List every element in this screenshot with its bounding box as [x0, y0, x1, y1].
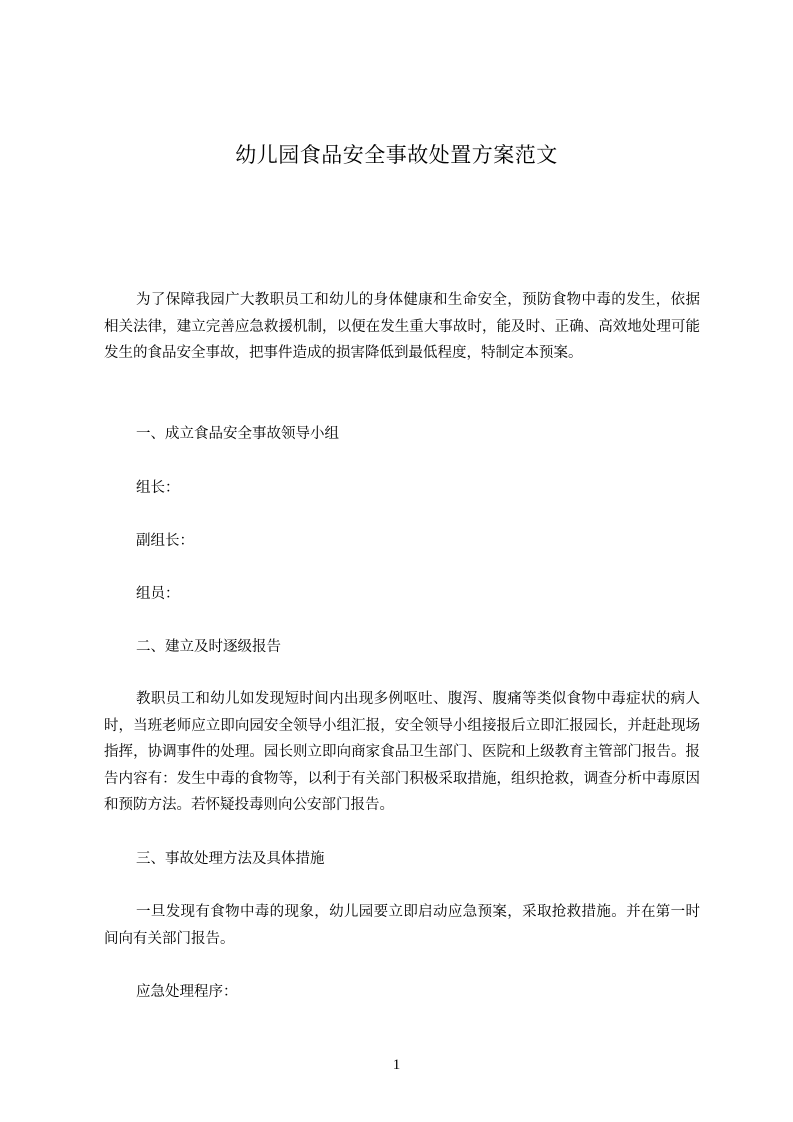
section-2-heading: 二、建立及时逐级报告 — [136, 639, 281, 655]
document-title: 幼儿园食品安全事故处置方案范文 — [235, 143, 558, 167]
section-2-paragraph: 教职员工和幼儿如发现短时间内出现多例呕吐、腹泻、腹痛等类似食物中毒症状的病人时，当班老师应立即向园安全领导小组汇报，安全领导小组接报后立即汇报园长，并赶赴现场指挥，协调事件的处理。园长则立即向商家食品卫生部门、医院和上级教育主管部门报告。报告内容有：发生中毒的食物等，以利于有关部门积极采取措施，组织抢救，调查分析中毒原因和预防方法。若怀疑投毒则向公安部门报告。 — [104, 691, 700, 813]
members-label: 组员： — [136, 586, 180, 602]
section-1-heading: 一、成立食品安全事故领导小组 — [136, 426, 339, 442]
procedure-label: 应急处理程序： — [136, 984, 238, 1000]
section-3-paragraph: 一旦发现有食物中毒的现象，幼儿园要立即启动应急预案，采取抢救措施。并在第一时间向有关部门报告。 — [104, 904, 700, 947]
intro-paragraph: 为了保障我园广大教职员工和幼儿的身体健康和生命安全，预防食物中毒的发生，依据相关法律，建立完善应急救援机制，以便在发生重大事故时，能及时、正确、高效地处理可能发生的食品安全事故，把事件造成的损害降低到最低程度，特制定本预案。 — [104, 292, 700, 361]
leader-label: 组长： — [136, 480, 180, 496]
deputy-leader-label: 副组长： — [136, 533, 194, 549]
page-number: 1 — [392, 1057, 401, 1073]
section-3-heading: 三、事故处理方法及具体措施 — [136, 851, 325, 867]
